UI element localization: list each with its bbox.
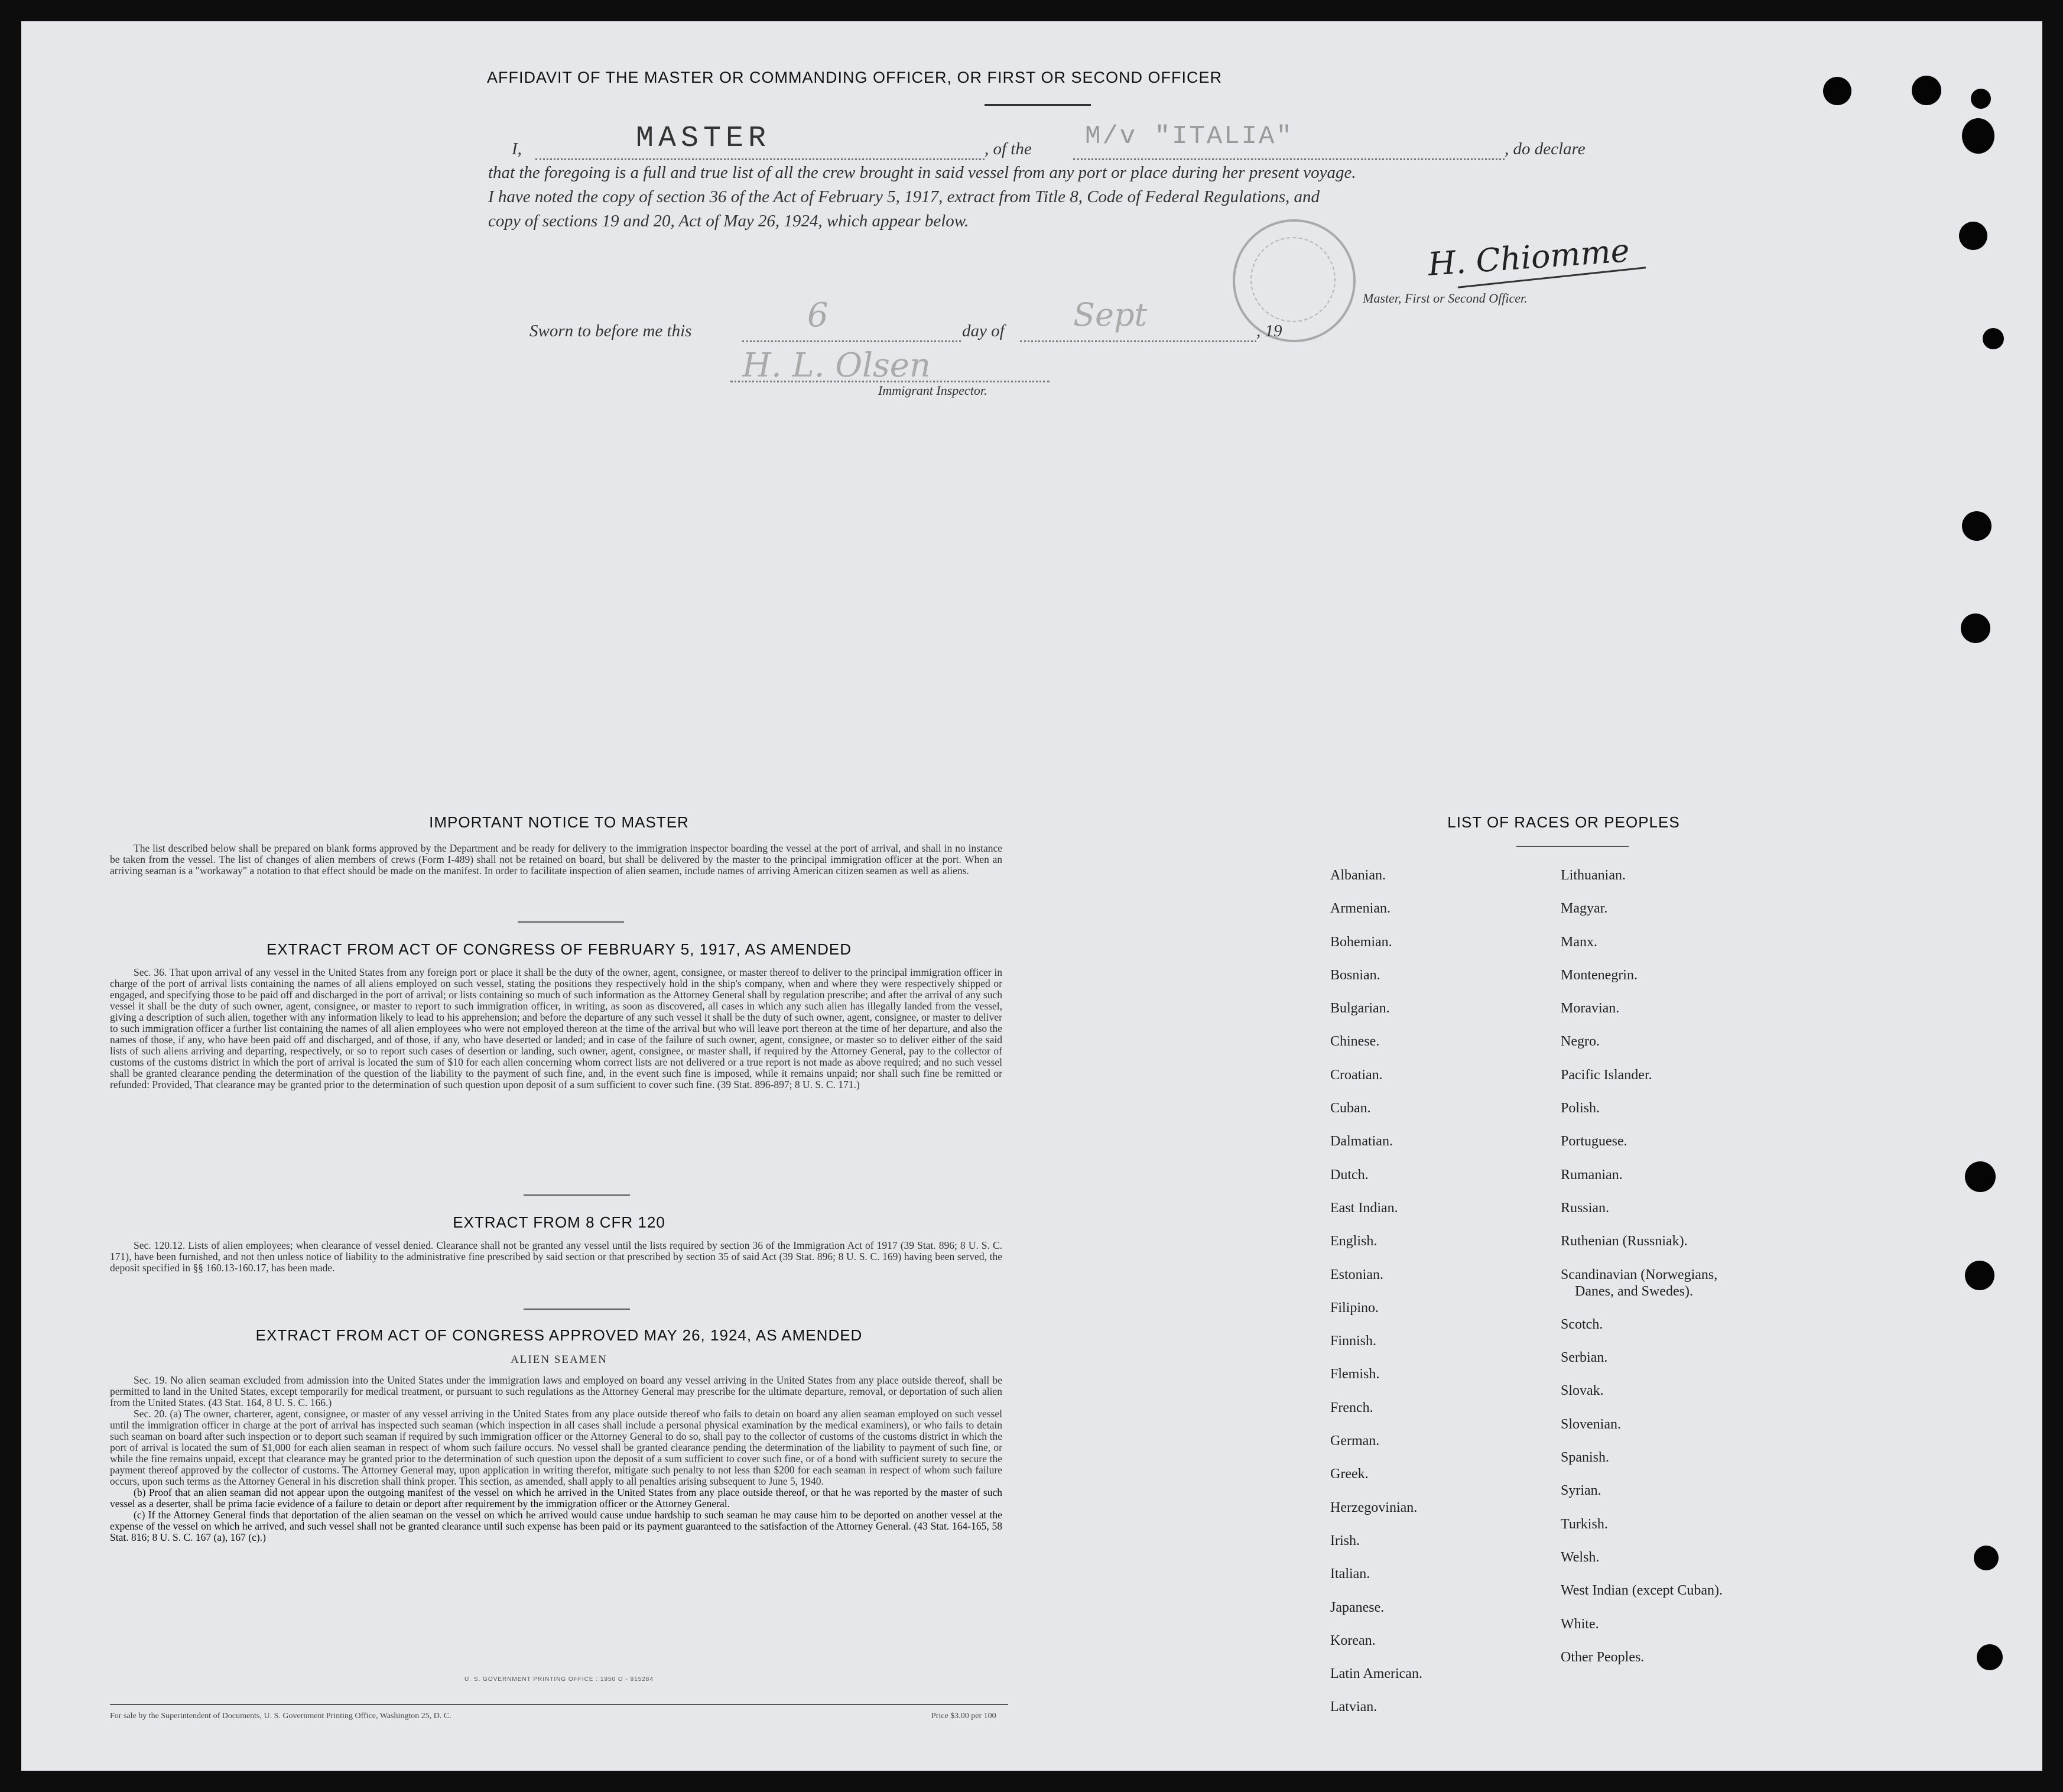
punch-hole [1912, 76, 1941, 105]
inspector-caption: Immigrant Inspector. [878, 383, 987, 398]
punch-hole [1962, 511, 1991, 541]
race-item: Bulgarian. [1330, 1001, 1390, 1017]
punch-hole [1962, 118, 1994, 154]
race-item: Danes, and Swedes). [1575, 1283, 1693, 1299]
race-item: Irish. [1330, 1533, 1360, 1548]
race-item: Moravian. [1561, 1001, 1620, 1017]
officer-caption: Master, First or Second Officer. [1363, 291, 1528, 306]
day-of-label: day of [962, 322, 1005, 340]
gpo-imprint: U. S. GOVERNMENT PRINTING OFFICE : 1950 O - 915284 [464, 1676, 654, 1683]
race-item: Bosnian. [1330, 967, 1380, 983]
race-item: Scotch. [1561, 1316, 1603, 1332]
notice-text: The list described below shall be prepared on blank forms approved by the Department and be ready for delivery to the immigration inspector boarding the vessel at the port of arrival, and shall in no instance be taken from the vessel. The list of changes of alien members of crews (Form I-489) shall not be retained on board, but shall be delivered by the master to the principal immigration officer at the port. When an arriving seaman is a "workaway" a notation to that effect should be made on the manifest. In order to facilitate inspection of alien seamen, include names of arriving American citizen seamen as well as aliens. [110, 842, 1002, 876]
affidavit-title: AFFIDAVIT OF THE MASTER OR COMMANDING OFFICER, OR FIRST OR SECOND OFFICER [486, 69, 1223, 86]
race-item: Flemish. [1330, 1366, 1380, 1382]
affidavit-do-declare: , do declare [1505, 139, 1586, 158]
race-item: East Indian. [1330, 1200, 1398, 1216]
sec-20b: (b) Proof that an alien seaman did not appear upon the outgoing manifest of the vessel on which he arrived in the United States from any place outside thereof, or that he was reported by the master of such vessel as a deserter, shall be prima facie evidence of a failure to detain or deport after requirement by the immigration officer or the Attorney General. [110, 1486, 1002, 1509]
race-item: Japanese. [1330, 1599, 1385, 1615]
fill-line [1073, 158, 1505, 160]
race-item: Cuban. [1330, 1100, 1371, 1116]
affidavit-line-4: copy of sections 19 and 20, Act of May 26, 1924, which appear below. [488, 212, 969, 231]
sec-19: Sec. 19. No alien seaman excluded from admission into the United States under the immigration laws and employed on board any vessel arriving in the United States from any place outside thereof, shall be permitted to land in the United States, except temporarily for medical treatment, or pursuant to such regulations as the Attorney General may prescribe for the ultimate departure, removal, or deportation of such alien from the United States. (43 Stat. 164, 8 U. S. C. 166.) [110, 1374, 1002, 1408]
race-item: Latvian. [1330, 1699, 1378, 1715]
day-fill: 6 [807, 296, 829, 335]
month-fill: Sept [1073, 296, 1148, 333]
affidavit-line-3: I have noted the copy of section 36 of the Act of February 5, 1917, extract from Title 8, Code of Federal Regulations, and [488, 187, 1320, 206]
punch-hole [1823, 77, 1851, 105]
fill-line [1020, 340, 1256, 342]
race-item: French. [1330, 1400, 1373, 1416]
punch-hole [1983, 328, 2004, 349]
punch-hole [1959, 222, 1987, 250]
races-column-1 [1330, 868, 1422, 1733]
race-item: Other Peoples. [1561, 1649, 1645, 1665]
races-column-2 [1561, 868, 1723, 1683]
footer-right: Price $3.00 per 100 [931, 1712, 996, 1720]
race-item: Spanish. [1561, 1450, 1610, 1466]
affidavit-i: I, [512, 139, 522, 158]
race-item: Serbian. [1561, 1350, 1608, 1366]
cfr-heading: EXTRACT FROM 8 CFR 120 [453, 1213, 665, 1231]
race-item: Filipino. [1330, 1300, 1379, 1316]
section-rule [524, 1194, 630, 1196]
race-item: Greek. [1330, 1466, 1369, 1482]
race-item: Bohemian. [1330, 934, 1392, 950]
race-item: Dalmatian. [1330, 1134, 1393, 1150]
race-item: Magyar. [1561, 901, 1608, 917]
footer-left: For sale by the Superintendent of Documents, U. S. Government Printing Office, Washington 25, D. C. [110, 1712, 451, 1720]
race-item: Montenegrin. [1561, 967, 1638, 983]
race-item: Finnish. [1330, 1333, 1377, 1349]
vessel-fill: M/v "ITALIA" [1085, 122, 1294, 151]
race-item: Turkish. [1561, 1516, 1608, 1532]
race-item: Estonian. [1330, 1267, 1383, 1283]
section-rule [524, 1309, 630, 1310]
section-rule [518, 921, 624, 923]
race-item: Syrian. [1561, 1483, 1601, 1499]
alien-seamen-subheading: ALIEN SEAMEN [511, 1353, 607, 1366]
sec-20c: (c) If the Attorney General finds that deportation of the alien seaman on the vessel on which he arrived would cause undue hardship to such seaman he may cause him to be deported on another vessel at the expense of the vessel on which he arrived, and such vessel shall not be granted clearance until such expense has been paid or its payment guaranteed to the satisfaction of the Attorney General. (43 Stat. 164-165, 58 Stat. 816; 8 U. S. C. 167 (a), 167 (c).) [110, 1509, 1002, 1543]
affidavit-line-2: that the foregoing is a full and true list of all the crew brought in said vessel from any port or place during her present voyage. [488, 163, 1356, 182]
race-item: Pacific Islander. [1561, 1067, 1652, 1083]
master-fill: MASTER [636, 122, 771, 155]
race-item: Herzegovinian. [1330, 1499, 1418, 1515]
race-item: English. [1330, 1233, 1378, 1249]
race-item: West Indian (except Cuban). [1561, 1583, 1723, 1599]
race-item: Italian. [1330, 1566, 1370, 1582]
race-item: Russian. [1561, 1200, 1610, 1216]
race-item: Negro. [1561, 1034, 1600, 1050]
punch-hole [1965, 1261, 1994, 1290]
races-heading: LIST OF RACES OR PEOPLES [1447, 813, 1680, 831]
fill-line [535, 158, 985, 160]
race-item: Armenian. [1330, 901, 1391, 917]
manifest-page [21, 21, 2042, 1771]
race-item: Korean. [1330, 1632, 1376, 1648]
year-prefix: , 19 [1256, 322, 1282, 340]
race-item: Scandinavian (Norwegians, [1561, 1267, 1718, 1283]
race-item: Polish. [1561, 1100, 1600, 1116]
race-item: Manx. [1561, 934, 1597, 950]
race-item: Slovak. [1561, 1383, 1604, 1399]
customs-stamp-inner [1250, 237, 1336, 322]
extract-1917-text: Sec. 36. That upon arrival of any vessel in the United States from any foreign port or place it shall be the duty of the owner, agent, consignee, or master thereof to deliver to the principal immigration officer in charge of the port of arrival lists containing the names of all aliens employed on such vessel, stating the positions they respectively hold in the ship's company, when and where they were respectively shipped or engaged, and specifying those to be paid off and discharged in the port of arrival; or lists containing so much of such information as the Attorney General shall by regulation prescribe; and after the arrival of any such vessel it shall be the duty of such owner, agent, consignee, or master to report to such immigration officer, in writing, as soon as discovered, all cases in which any such alien has illegally landed from the vessel, giving a description of such alien, together with any information likely to lead to his apprehension; and before the departure of any such vessel it shall be the duty of such owner, agent, consignee, or master to deliver to such immigration officer a further list containing the names of all alien employees who were not employed thereon at the time of the arrival but who will leave port thereon at the time of her departure, and also the names of those, if any, who have been paid off and discharged, and of those, if any, who have deserted or landed; and in case of the failure of such owner, agent, consignee, or master so to deliver either of the said lists of such aliens arriving and departing, respectively, or so to report such cases of desertion or landing, such owner, agent, consignee, or master shall, if required by the Attorney General, pay to the collector of customs of the customs district in which the port of arrival is located the sum of $10 for each alien concerning whom correct lists are not delivered or a true report is not made as above required; and no such vessel shall be granted clearance pending the determination of the question of the liability to the payment of such fine, and, in the event such fine is imposed, while it remains unpaid; nor shall such fine be remitted or refunded: Provided, That clearance may be granted prior to the determination of such question upon deposit of a sum sufficient to cover such fine. (39 Stat. 896-897; 8 U. S. C. 171.) [110, 966, 1002, 1090]
extract-1924-text [110, 1375, 1002, 1543]
fill-line [730, 381, 1050, 382]
races-rule [1516, 846, 1629, 847]
footer-rule [110, 1704, 1008, 1705]
extract-1924-heading: EXTRACT FROM ACT OF CONGRESS APPROVED MAY 26, 1924, AS AMENDED [255, 1326, 863, 1344]
extract-1917-heading: EXTRACT FROM ACT OF CONGRESS OF FEBRUARY 5, 1917, AS AMENDED [267, 940, 852, 958]
race-item: Latin American. [1330, 1666, 1422, 1682]
race-item: Slovenian. [1561, 1416, 1621, 1432]
race-item: Portuguese. [1561, 1134, 1627, 1150]
master-signature: H. Chiomme [1427, 232, 1631, 283]
punch-hole [1961, 613, 1990, 643]
race-item: White. [1561, 1616, 1599, 1632]
punch-hole [1977, 1644, 2003, 1670]
affidavit-of-the: , of the [985, 139, 1032, 158]
sec-20a: Sec. 20. (a) The owner, charterer, agent, consignee, or master of any vessel arriving in the United States from any place outside thereof who fails to detain on board any alien seaman employed on such vessel until the immigration officer in charge at the port of arrival has inspected such seaman (which inspection in all cases shall include a personal physical examination by the medical examiners), or who fails to detain such seaman on board after such inspection or to deport such seaman if required by such immigration officer or the Attorney General to do so, shall pay to the collector of customs of the customs district in which the port of arrival is located the sum of $1,000 for each alien seaman in respect of whom such failure occurs. No vessel shall be granted clearance pending the determination of the liability to payment of such fine, or while the fine remains unpaid, except that clearance may be granted prior to the determination of such question upon the deposit of a sum sufficient to cover such fine, or of a bond with sufficient surety to secure the payment thereof approved by the collector of customs. The Attorney General may, upon application in writing therefor, mitigate such penalty to not less than $200 for each seaman in respect of whom such failure occurs, upon such terms as the Attorney General in his discretion shall think proper. This section, as amended, shall apply to all penalties arising subsequent to June 5, 1940. [110, 1408, 1002, 1487]
race-item: Rumanian. [1561, 1167, 1623, 1183]
cfr-text: Sec. 120.12. Lists of alien employees; when clearance of vessel denied. Clearance shall not be granted any vessel until the lists required by section 36 of the Immigration Act of 1917 (39 Stat. 896; 8 U. S. C. 171), have been furnished, and not then unless notice of liability to the administrative fine prescribed by said section or that prescribed by section 35 of said Act (39 Stat. 896; 8 U. S. C. 169) having been served, the deposit specified in §§ 160.13-160.17, has been made. [110, 1239, 1002, 1274]
race-item: German. [1330, 1433, 1380, 1449]
race-item: Ruthenian (Russniak). [1561, 1233, 1688, 1249]
inspector-signature: H. L. Olsen [742, 346, 931, 385]
race-item: Lithuanian. [1561, 868, 1626, 883]
race-item: Dutch. [1330, 1167, 1369, 1183]
punch-hole [1971, 89, 1991, 109]
race-item: Chinese. [1330, 1034, 1380, 1050]
fill-line [742, 340, 961, 342]
punch-hole [1965, 1161, 1996, 1192]
sworn-label: Sworn to before me this [529, 322, 692, 340]
notice-heading: IMPORTANT NOTICE TO MASTER [429, 813, 689, 831]
punch-hole [1974, 1546, 1999, 1570]
title-rule [985, 104, 1091, 106]
race-item: Albanian. [1330, 868, 1386, 883]
race-item: Croatian. [1330, 1067, 1383, 1083]
race-item: Welsh. [1561, 1549, 1600, 1565]
